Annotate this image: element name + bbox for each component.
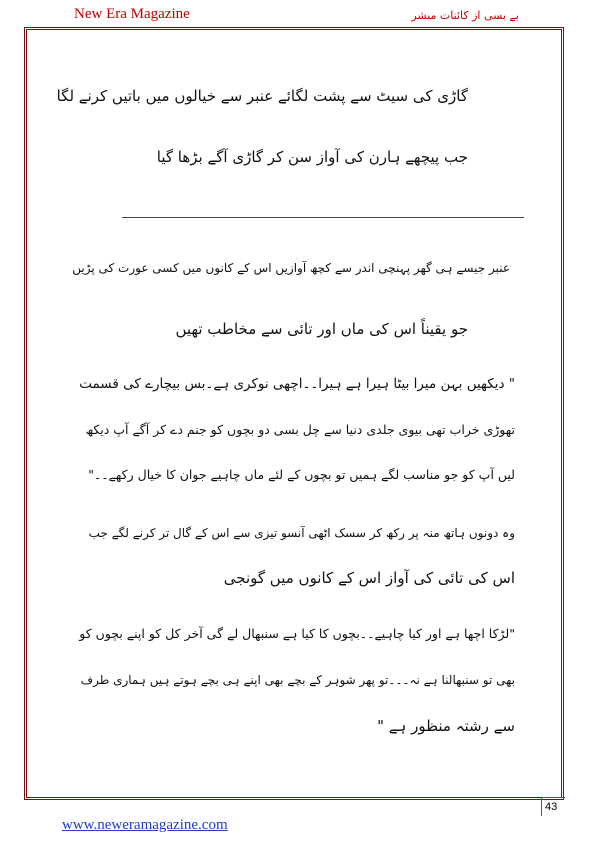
paragraph-line: جو یقیناً اس کی ماں اور تائی سے مخاطب تھیں bbox=[175, 320, 468, 338]
paragraph-line: " دیکھیں بہن میرا بیٹا ہیرا ہے ہیرا۔۔اچھی نوکری ہے۔بس بیچارے کی قسمت bbox=[79, 376, 515, 392]
website-link[interactable]: www.neweramagazine.com bbox=[62, 817, 228, 833]
paragraph-line: تھوڑی خراب تھی بیوی جلدی دنیا سے چل بسی دو بچوں کو جنم دے کر آگے آپ دیکھ bbox=[85, 422, 515, 437]
paragraph-line: جب پیچھے ہارن کی آواز سن کر گاڑی آگے بڑھا گیا bbox=[156, 148, 468, 166]
page-number: 43 bbox=[545, 801, 558, 813]
paragraph-line: بھی تو سنبھالنا ہے نہ۔۔۔تو پھر شوہر کے بچے بھی اپنے ہی بچے ہوتے ہیں ہماری طرف bbox=[80, 673, 515, 687]
paragraph-line: "لڑکا اچھا ہے اور کیا چاہیے۔۔بچوں کا کیا ہے سنبھال لے گی آخر کل کو اپنے بچوں کو bbox=[79, 626, 515, 641]
paragraph-line: لیں آپ کو جو مناسب لگے ہمیں تو بچوں کے لئے ماں چاہیے جوان کا خیال رکھے۔۔" bbox=[88, 467, 515, 482]
paragraph-line: سے رشتہ منظور ہے " bbox=[377, 717, 515, 735]
section-divider bbox=[122, 217, 524, 218]
paragraph-line: گاڑی کی سیٹ سے پشت لگائے عنبر سے خیالوں میں باتیں کرنے لگا bbox=[56, 87, 468, 105]
magazine-name: New Era Magazine bbox=[74, 6, 190, 22]
story-title: بے بسی از کائنات مبشر bbox=[411, 9, 519, 22]
paragraph-line: عنبر جیسے ہی گھر پہنچی اندر سے کچھ آوازیں اس کے کانوں میں کسی عورت کی پڑیں bbox=[72, 261, 510, 275]
paragraph-line: وہ دونوں ہاتھ منہ پر رکھ کر سسک اٹھی آنسو تیزی سے اس کے گال تر کرنے لگے جب bbox=[88, 526, 515, 540]
paragraph-line: اس کی تائی کی آواز اس کے کانوں میں گونجی bbox=[223, 569, 515, 587]
